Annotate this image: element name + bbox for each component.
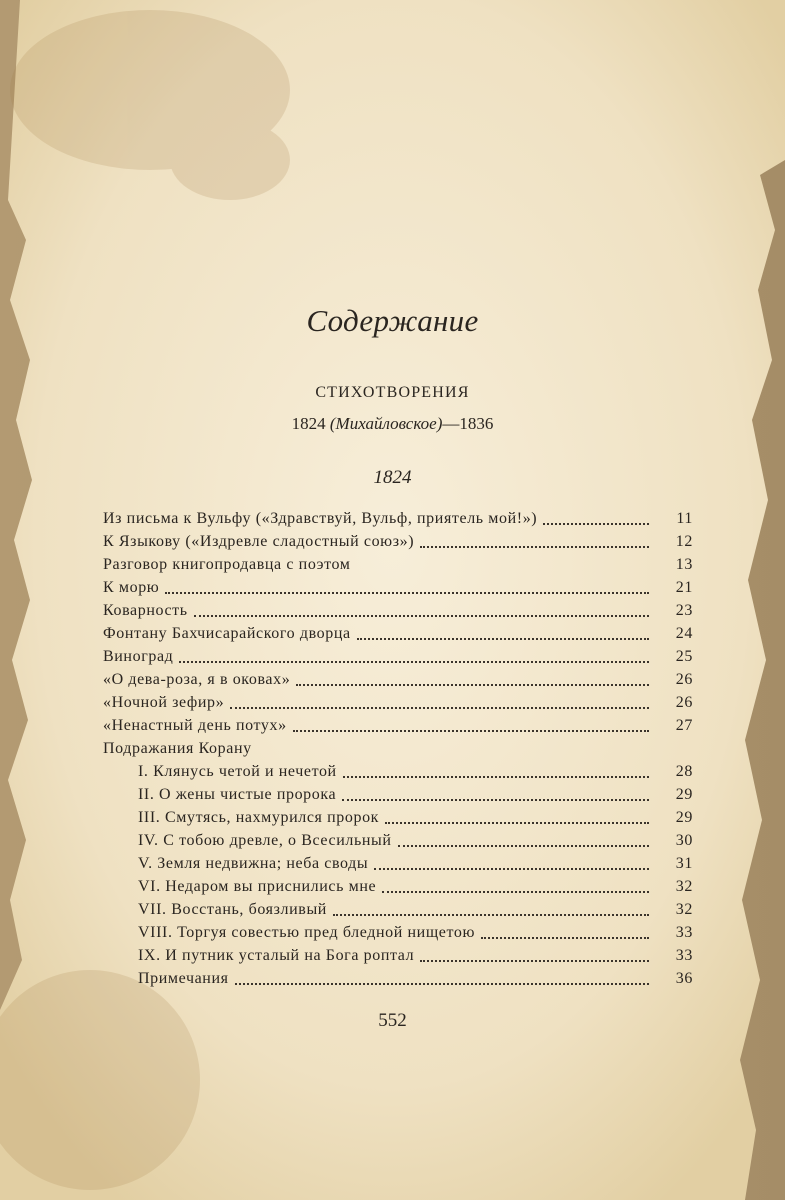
dot-leader bbox=[398, 845, 649, 847]
dot-leader bbox=[194, 615, 649, 617]
toc-entry-title: Коварность bbox=[103, 602, 188, 619]
dot-leader bbox=[382, 891, 649, 893]
date-location: (Михайловское) bbox=[329, 414, 443, 433]
toc-entry-title: IX. И путник усталый на Бога роптал bbox=[138, 947, 415, 964]
toc-entry-page: 33 bbox=[675, 924, 693, 941]
toc-entry-page: 13 bbox=[675, 556, 693, 573]
dot-leader bbox=[357, 638, 649, 640]
toc-entry-title: VII. Восстань, боязливый bbox=[138, 901, 327, 918]
toc-entry-page: 33 bbox=[675, 947, 693, 964]
toc-entry-page: 12 bbox=[675, 533, 693, 550]
toc-entry-page: 30 bbox=[675, 832, 693, 849]
toc-entry-page: 31 bbox=[675, 855, 693, 872]
toc-entry bbox=[103, 967, 693, 990]
toc-entry-title: Виноград bbox=[103, 648, 174, 665]
date-range bbox=[0, 414, 785, 434]
dot-leader bbox=[179, 661, 649, 663]
section-heading: СТИХОТВОРЕНИЯ bbox=[315, 384, 470, 401]
dot-leader bbox=[420, 546, 649, 548]
toc-entry-title: Фонтану Бахчисарайского дворца bbox=[103, 625, 351, 642]
toc-entry bbox=[103, 668, 693, 691]
toc-entry-page: 24 bbox=[675, 625, 693, 642]
year-heading: 1824 bbox=[373, 467, 412, 488]
toc-entry bbox=[103, 645, 693, 668]
dot-leader bbox=[235, 983, 649, 985]
toc-entry bbox=[103, 507, 693, 530]
toc-entry bbox=[103, 737, 693, 760]
toc-entry-title: VI. Недаром вы приснились мне bbox=[138, 878, 377, 895]
toc-entry bbox=[103, 944, 693, 967]
dot-leader bbox=[374, 868, 649, 870]
toc-entry bbox=[103, 783, 693, 806]
toc-entry bbox=[103, 806, 693, 829]
toc-entry bbox=[103, 921, 693, 944]
toc-entry-page: 32 bbox=[675, 901, 693, 918]
toc-entry-title: К морю bbox=[103, 579, 160, 596]
dot-leader bbox=[481, 937, 649, 939]
toc-entry bbox=[103, 714, 693, 737]
toc-entry-page: 21 bbox=[675, 579, 693, 596]
dot-leader bbox=[385, 822, 649, 824]
toc-entry bbox=[103, 875, 693, 898]
date-start: 1824 bbox=[291, 414, 326, 433]
dot-leader bbox=[296, 684, 649, 686]
toc-entry bbox=[103, 622, 693, 645]
toc-entry bbox=[103, 829, 693, 852]
toc-entry-title: Примечания bbox=[138, 970, 229, 987]
toc-entry-title: Из письма к Вульфу («Здравствуй, Вульф, приятель мой!») bbox=[103, 510, 538, 527]
toc-entry-page: 26 bbox=[675, 694, 693, 711]
toc-entry bbox=[103, 530, 693, 553]
toc-entry bbox=[103, 691, 693, 714]
toc-entry bbox=[103, 576, 693, 599]
dot-leader bbox=[342, 799, 649, 801]
toc-entry-title: Разговор книгопродавца с поэтом bbox=[103, 556, 351, 573]
toc-entry-title: I. Клянусь четой и нечетой bbox=[138, 763, 337, 780]
page-title: Содержание bbox=[306, 303, 479, 338]
toc-entry-title: III. Смутясь, нахмурился пророк bbox=[138, 809, 380, 826]
toc-entry-page: 11 bbox=[676, 510, 693, 527]
toc-entry bbox=[103, 553, 693, 576]
date-end: —1836 bbox=[442, 414, 494, 433]
toc-entry bbox=[103, 898, 693, 921]
page-number: 552 bbox=[378, 1010, 407, 1031]
dot-leader bbox=[343, 776, 649, 778]
dot-leader bbox=[420, 960, 649, 962]
toc-entry-page: 28 bbox=[675, 763, 693, 780]
toc-entry-page: 26 bbox=[675, 671, 693, 688]
toc-entry-page: 32 bbox=[675, 878, 693, 895]
toc-entry-page: 29 bbox=[675, 786, 693, 803]
toc-entry bbox=[103, 760, 693, 783]
toc-entry-title: VIII. Торгуя совестью пред бледной нищетою bbox=[138, 924, 475, 941]
toc-entry-title: «Ночной зефир» bbox=[103, 694, 225, 711]
toc-entry-page: 27 bbox=[675, 717, 693, 734]
toc-entry-page: 29 bbox=[675, 809, 693, 826]
table-of-contents bbox=[103, 507, 693, 990]
toc-entry-title: «О дева-роза, я в оковах» bbox=[103, 671, 291, 688]
dot-leader bbox=[333, 914, 649, 916]
toc-entry bbox=[103, 852, 693, 875]
toc-entry-title: V. Земля недвижна; неба своды bbox=[138, 855, 369, 872]
toc-entry bbox=[103, 599, 693, 622]
toc-entry-page: 25 bbox=[675, 648, 693, 665]
toc-entry-title: IV. С тобою древле, о Всесильный bbox=[138, 832, 392, 849]
dot-leader bbox=[543, 523, 649, 525]
toc-entry-page: 36 bbox=[675, 970, 693, 987]
toc-entry-title: Подражания Корану bbox=[103, 740, 252, 757]
dot-leader bbox=[293, 730, 649, 732]
toc-entry-page: 23 bbox=[675, 602, 693, 619]
dot-leader bbox=[230, 707, 649, 709]
toc-entry-title: К Языкову («Издревле сладостный союз») bbox=[103, 533, 415, 550]
dot-leader bbox=[165, 592, 649, 594]
toc-entry-title: II. О жены чистые пророка bbox=[138, 786, 337, 803]
toc-entry-title: «Ненастный день потух» bbox=[103, 717, 287, 734]
